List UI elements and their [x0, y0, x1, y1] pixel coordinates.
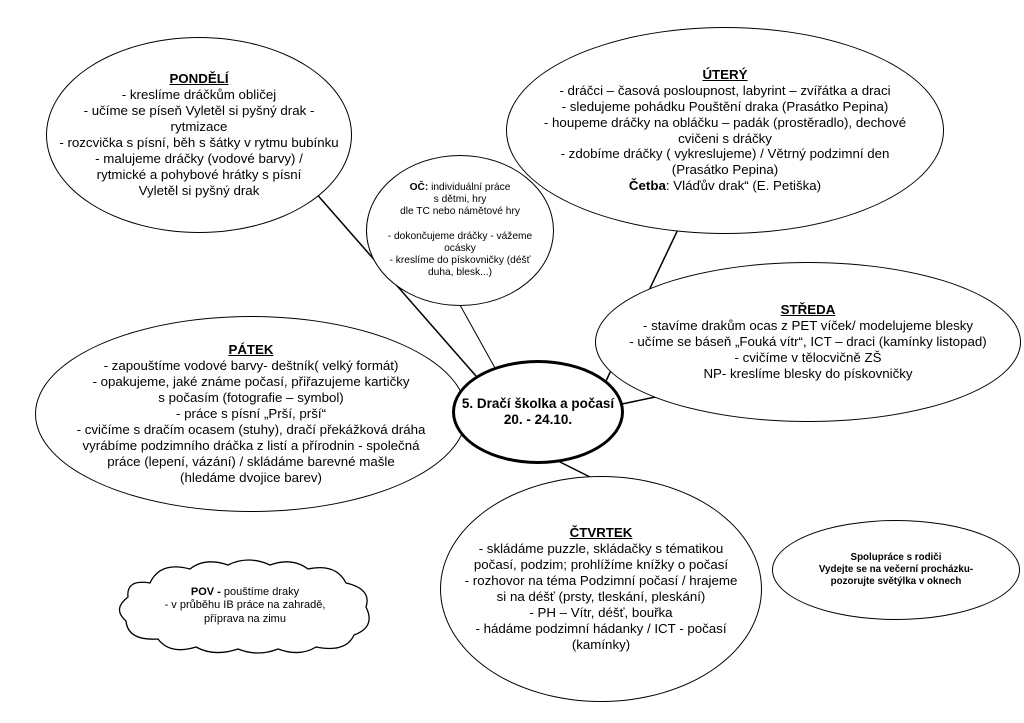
friday-line: (hledáme dvojice barev)	[180, 469, 322, 485]
friday-line: s počasím (fotografie – symbol)	[158, 390, 344, 406]
pov-first-text: pouštíme draky	[220, 586, 300, 599]
oc-line: - dokončujeme dráčky - vážeme	[387, 230, 533, 242]
friday-line: vyrábíme podzimního dráčka z listí a přírodnin - společná	[82, 437, 420, 453]
tuesday-bubble	[506, 27, 944, 234]
wednesday-line: - stavíme drakům ocas z PET víček/ modelujeme blesky	[642, 318, 974, 334]
thursday-line: - PH – Vítr, déšť, bouřka	[529, 604, 673, 620]
tuesday-reading-text: : Vláďův drak“ (E. Petiška)	[665, 178, 822, 194]
tuesday-line: - sledujeme pohádku Pouštění draka (Prasátko Pepina)	[561, 98, 889, 114]
tuesday-line: (Prasátko Pepina)	[671, 162, 779, 178]
monday-heading: PONDĚLÍ	[169, 71, 229, 87]
parents-line: Spolupráce s rodiči	[850, 552, 942, 564]
oc-first-text: individuální práce	[428, 181, 511, 193]
friday-bubble	[35, 316, 467, 512]
monday-line: - učíme se píseň Vyletěl si pyšný drak -	[83, 103, 315, 119]
thursday-line: počasí, podzim; prohlížíme knížky o počasí	[473, 557, 729, 573]
tuesday-reading-line	[629, 178, 821, 194]
friday-line: práce (lepení, vázání) / skládáme barevné mašle	[107, 453, 395, 469]
monday-line: rytmické a pohybové hrátky s písní	[96, 166, 302, 182]
oc-line: duha, blesk...)	[428, 267, 492, 279]
friday-line: - zapouštíme vodové barvy- deštník( velký formát)	[103, 358, 399, 374]
tuesday-line: cvičeni s dráčky	[678, 130, 772, 146]
monday-line: - malujeme dráčky (vodové barvy) /	[95, 150, 303, 166]
monday-line: rytmizace	[170, 119, 228, 135]
tuesday-reading-label: Četba	[628, 178, 666, 194]
thursday-line: si na déšť (prsty, tleskání, pleskání)	[496, 589, 706, 604]
pov-line: příprava na zimu	[204, 612, 286, 625]
pov-first-line	[191, 586, 299, 599]
oc-line: s dětmi, hry	[433, 193, 487, 205]
thursday-bubble	[440, 476, 762, 702]
tuesday-line: - dráčci – časová posloupnost, labyrint – zvířátka a draci	[559, 82, 891, 98]
wednesday-line: - učíme se báseň „Fouká vítr“, ICT – draci (kamínky listopad)	[629, 334, 987, 350]
friday-heading: PÁTEK	[228, 342, 274, 358]
friday-line: - cvičíme s dračím ocasem (stuhy), dračí překážková dráha	[76, 421, 426, 437]
wednesday-line: NP- kreslíme blesky do pískovničky	[703, 365, 913, 381]
oc-label: OČ:	[409, 181, 429, 193]
wednesday-heading: STŘEDA	[780, 302, 836, 318]
oc-line: - kreslíme do pískovničky (déšť	[389, 254, 531, 266]
connector-oc	[460, 305, 495, 368]
tuesday-heading: ÚTERÝ	[702, 66, 748, 82]
center-title: 5. Dračí školka a počasí	[461, 395, 615, 411]
pov-label: POV -	[190, 586, 221, 599]
oc-bubble	[366, 155, 554, 306]
thursday-line: - hádáme podzimní hádanky / ICT - počasí	[475, 620, 727, 636]
friday-line: - opakujeme, jaké známe počasí, přiřazujeme kartičky	[92, 374, 410, 390]
parents-line: pozorujte světýlka v oknech	[830, 575, 962, 587]
monday-line: - rozcvička s písní, běh s šátky v rytmu bubínku	[59, 135, 339, 150]
oc-first-line	[410, 182, 511, 194]
thursday-heading: ČTVRTEK	[569, 525, 633, 541]
friday-line: - práce s písní „Prší, prší“	[176, 406, 326, 422]
pov-line: - v průběhu IB práce na zahradě,	[164, 599, 326, 612]
thursday-line: - skládáme puzzle, skládačky s tématikou	[478, 541, 724, 557]
wednesday-bubble	[595, 262, 1021, 422]
monday-bubble	[46, 37, 352, 233]
oc-line	[459, 218, 462, 230]
wednesday-line: - cvičíme v tělocvičně ZŠ	[734, 349, 882, 365]
thursday-line: - rozhovor na téma Podzimní počasí / hrajeme	[464, 573, 738, 589]
oc-line: dle TC nebo námětové hry	[400, 206, 520, 218]
parents-line: Vydejte se na večerní procházku-	[818, 564, 974, 576]
pov-cloud	[110, 555, 380, 657]
center-topic-bubble	[452, 360, 624, 464]
tuesday-line: - zdobíme dráčky ( vykreslujeme) / Větrný podzimní den	[560, 146, 890, 162]
monday-line: Vyletěl si pyšný drak	[138, 182, 260, 198]
thursday-line: (kamínky)	[571, 636, 631, 652]
oc-line: ocásky	[444, 242, 476, 254]
tuesday-line: - houpeme dráčky na obláčku – padák (prostěradlo), dechové	[543, 114, 907, 130]
center-dates: 20. - 24.10.	[503, 412, 573, 427]
parents-cooperation-bubble	[772, 520, 1020, 620]
monday-line: - kreslíme dráčkům obličej	[121, 87, 277, 103]
